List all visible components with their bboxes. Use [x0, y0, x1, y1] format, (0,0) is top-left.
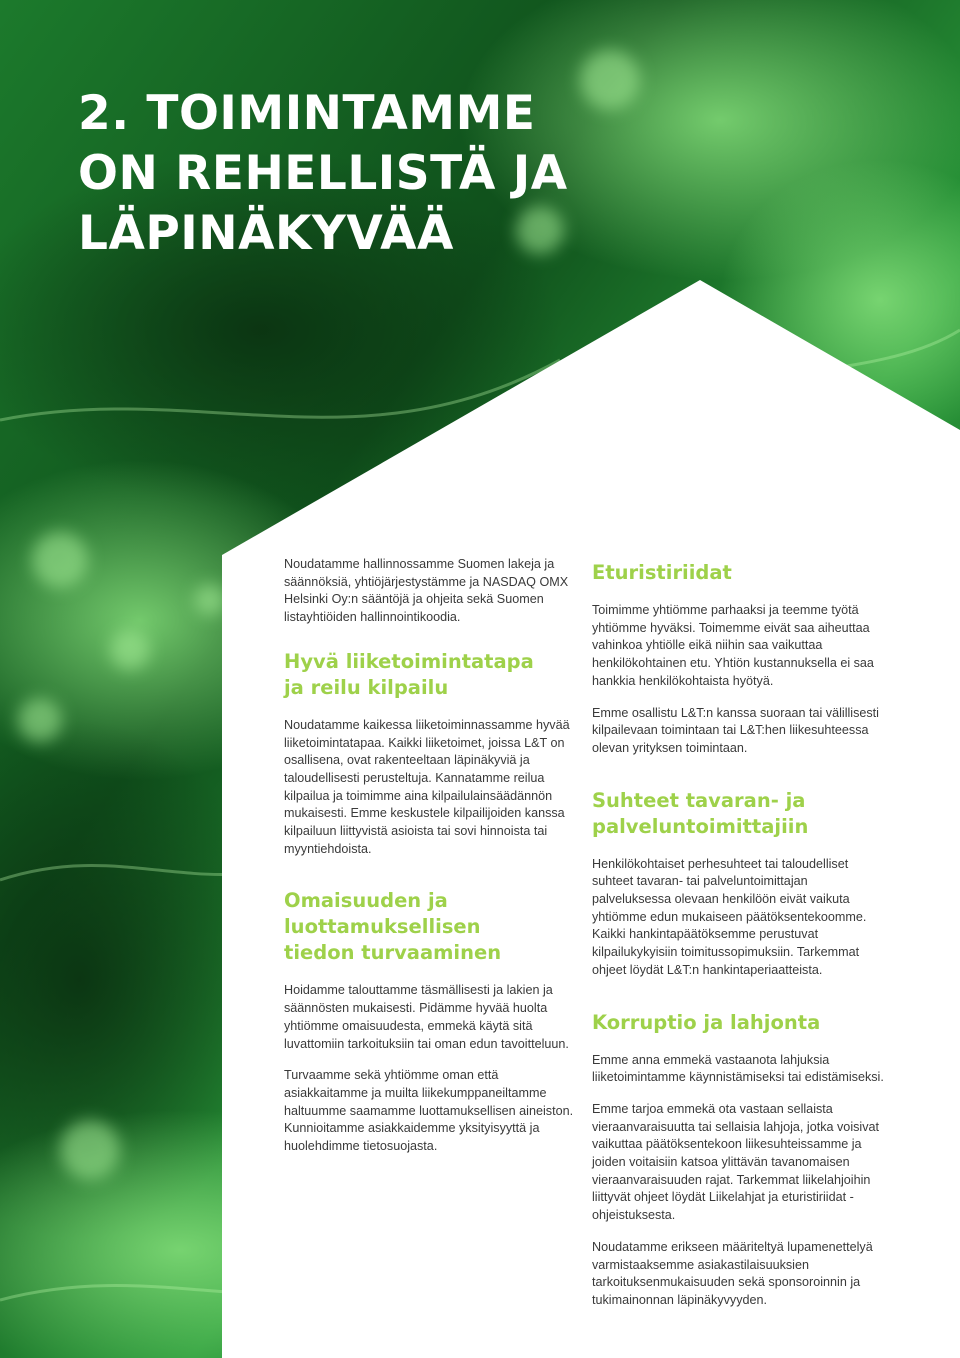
intro-paragraph: Noudatamme hallinnossamme Suomen lakeja ja säännöksiä, yhtiöjärjestystämme ja NASDAQ OMX Helsinki Oy:n sääntöjä ja ohjeita sekä Suomen listayhtiöiden hallinnointikoodia. — [284, 557, 569, 625]
fair-competition-paragraph: Noudatamme kaikessa liiketoiminnassamme hyvää liiketoimintatapaa. Kaikki liiketoimet, joissa L&T on osallisena, ovat rakenteeltaan läpinäkyviä ja taloudellisesti perusteltuja. Kannatamme reilua kilpailua ja toimimme aina kilpailulainsäädännön mukaisesti. Emme keskustele kilpailijoiden kanssa kilpailuun liittyvistä asioista tai sovi hinnoista tai myyntiehdoista. — [284, 717, 570, 856]
heading-asset-protection — [284, 888, 576, 966]
corruption-paragraph-3: Noudatamme erikseen määriteltyä lupamenettelyä varmistaaksemme asiakastilaisuuksien tarkoituksenmukaisuuden sekä sponsoroinnin ja tukimainonnan läpinäkyvyyden. — [592, 1239, 873, 1307]
heading-supplier-relations-line-1: Suhteet tavaran- ja — [592, 788, 806, 812]
page-title-line-2: ON REHELLISTÄ JA — [78, 146, 568, 201]
page-title-line-3: LÄPINÄKYVÄÄ — [78, 206, 454, 261]
heading-fair-competition-line-2: ja reilu kilpailu — [284, 675, 449, 699]
corruption-paragraph-1: Emme anna emmekä vastaanota lahjuksia liiketoimintamme käynnistämiseksi tai edistämiseksi. — [592, 1052, 884, 1085]
heading-asset-protection-line-1: Omaisuuden ja — [284, 889, 448, 913]
heading-supplier-relations-line-2: palveluntoimittajiin — [592, 814, 809, 838]
corruption-paragraph-2: Emme tarjoa emmekä ota vastaan sellaista vieraanvaraisuutta tai sellaisia lahjoja, jotka voisivat vaikuttaa päätöksentekoon liikesuhteissamme ja joiden voitaisiin katsoa ylittävän tavanomaisen vieraanvaraisuuden rajat. Tarkemmat liikelahjoihin liittyvät ohjeet löydät Liikelahjat ja eturistiriidat -ohjeistuksesta. — [592, 1101, 880, 1223]
page-title — [78, 84, 598, 264]
supplier-relations-paragraph: Henkilökohtaiset perhesuhteet tai taloudelliset suhteet tavaran- tai palveluntoimittajan palveluksessa olevaan henkilöön eivät vaikuta yhtiömme edun mukaiseen päätöksentekoomme. Kaikki hankintapäätöksemme perustuvat kilpailukykyisiin toimitussopimuksiin. Tarkemmat ohjeet löydät L&T:n hankintaperiaatteista. — [592, 856, 867, 977]
left-column — [284, 556, 576, 1170]
heading-fair-competition-line-1: Hyvä liiketoimintatapa — [284, 649, 534, 673]
asset-protection-paragraph-1: Hoidamme talouttamme täsmällisesti ja lakien ja säännösten mukaisesti. Pidämme hyvää huolta yhtiömme omaisuudesta, emmekä käytä sitä luvattomiin tarkoituksiin tai oman edun tavoitteluun. — [284, 983, 569, 1051]
conflicts-paragraph-1: Toimimme yhtiömme parhaaksi ja teemme työtä yhtiömme hyväksi. Toimemme eivät saa aiheuttaa vahinkoa yhtiölle eikä niihin saa vaikuttaa henkilökohtainen etu. Yhtiön kustannuksella ei saa hankkia henkilökohtaista hyötyä. — [592, 603, 874, 688]
heading-asset-protection-line-2: luottamuksellisen — [284, 915, 481, 939]
asset-protection-paragraph-2: Turvaamme sekä yhtiömme oman että asiakkaitamme ja muilta liikekumppaneiltamme haltuumme saamamme luottamuksellisen aineiston. Kunnioitamme asiakkaidemme yksityisyyttä ja huolehdimme tietosuojasta. — [284, 1068, 574, 1154]
heading-asset-protection-line-3: tiedon turvaaminen — [284, 941, 502, 965]
heading-conflicts-of-interest: Eturistiriidat — [592, 561, 732, 584]
heading-fair-competition — [284, 649, 576, 701]
heading-corruption-bribery: Korruptio ja lahjonta — [592, 1010, 821, 1034]
conflicts-paragraph-2: Emme osallistu L&T:n kanssa suoraan tai välillisesti kilpailevaan toimintaan tai L&T:hen liikesuhteessa olevan yrityksen toimintaan. — [592, 705, 879, 755]
page-title-line-1: 2. TOIMINTAMME — [78, 86, 536, 141]
right-column — [592, 560, 884, 1324]
heading-supplier-relations — [592, 788, 884, 840]
